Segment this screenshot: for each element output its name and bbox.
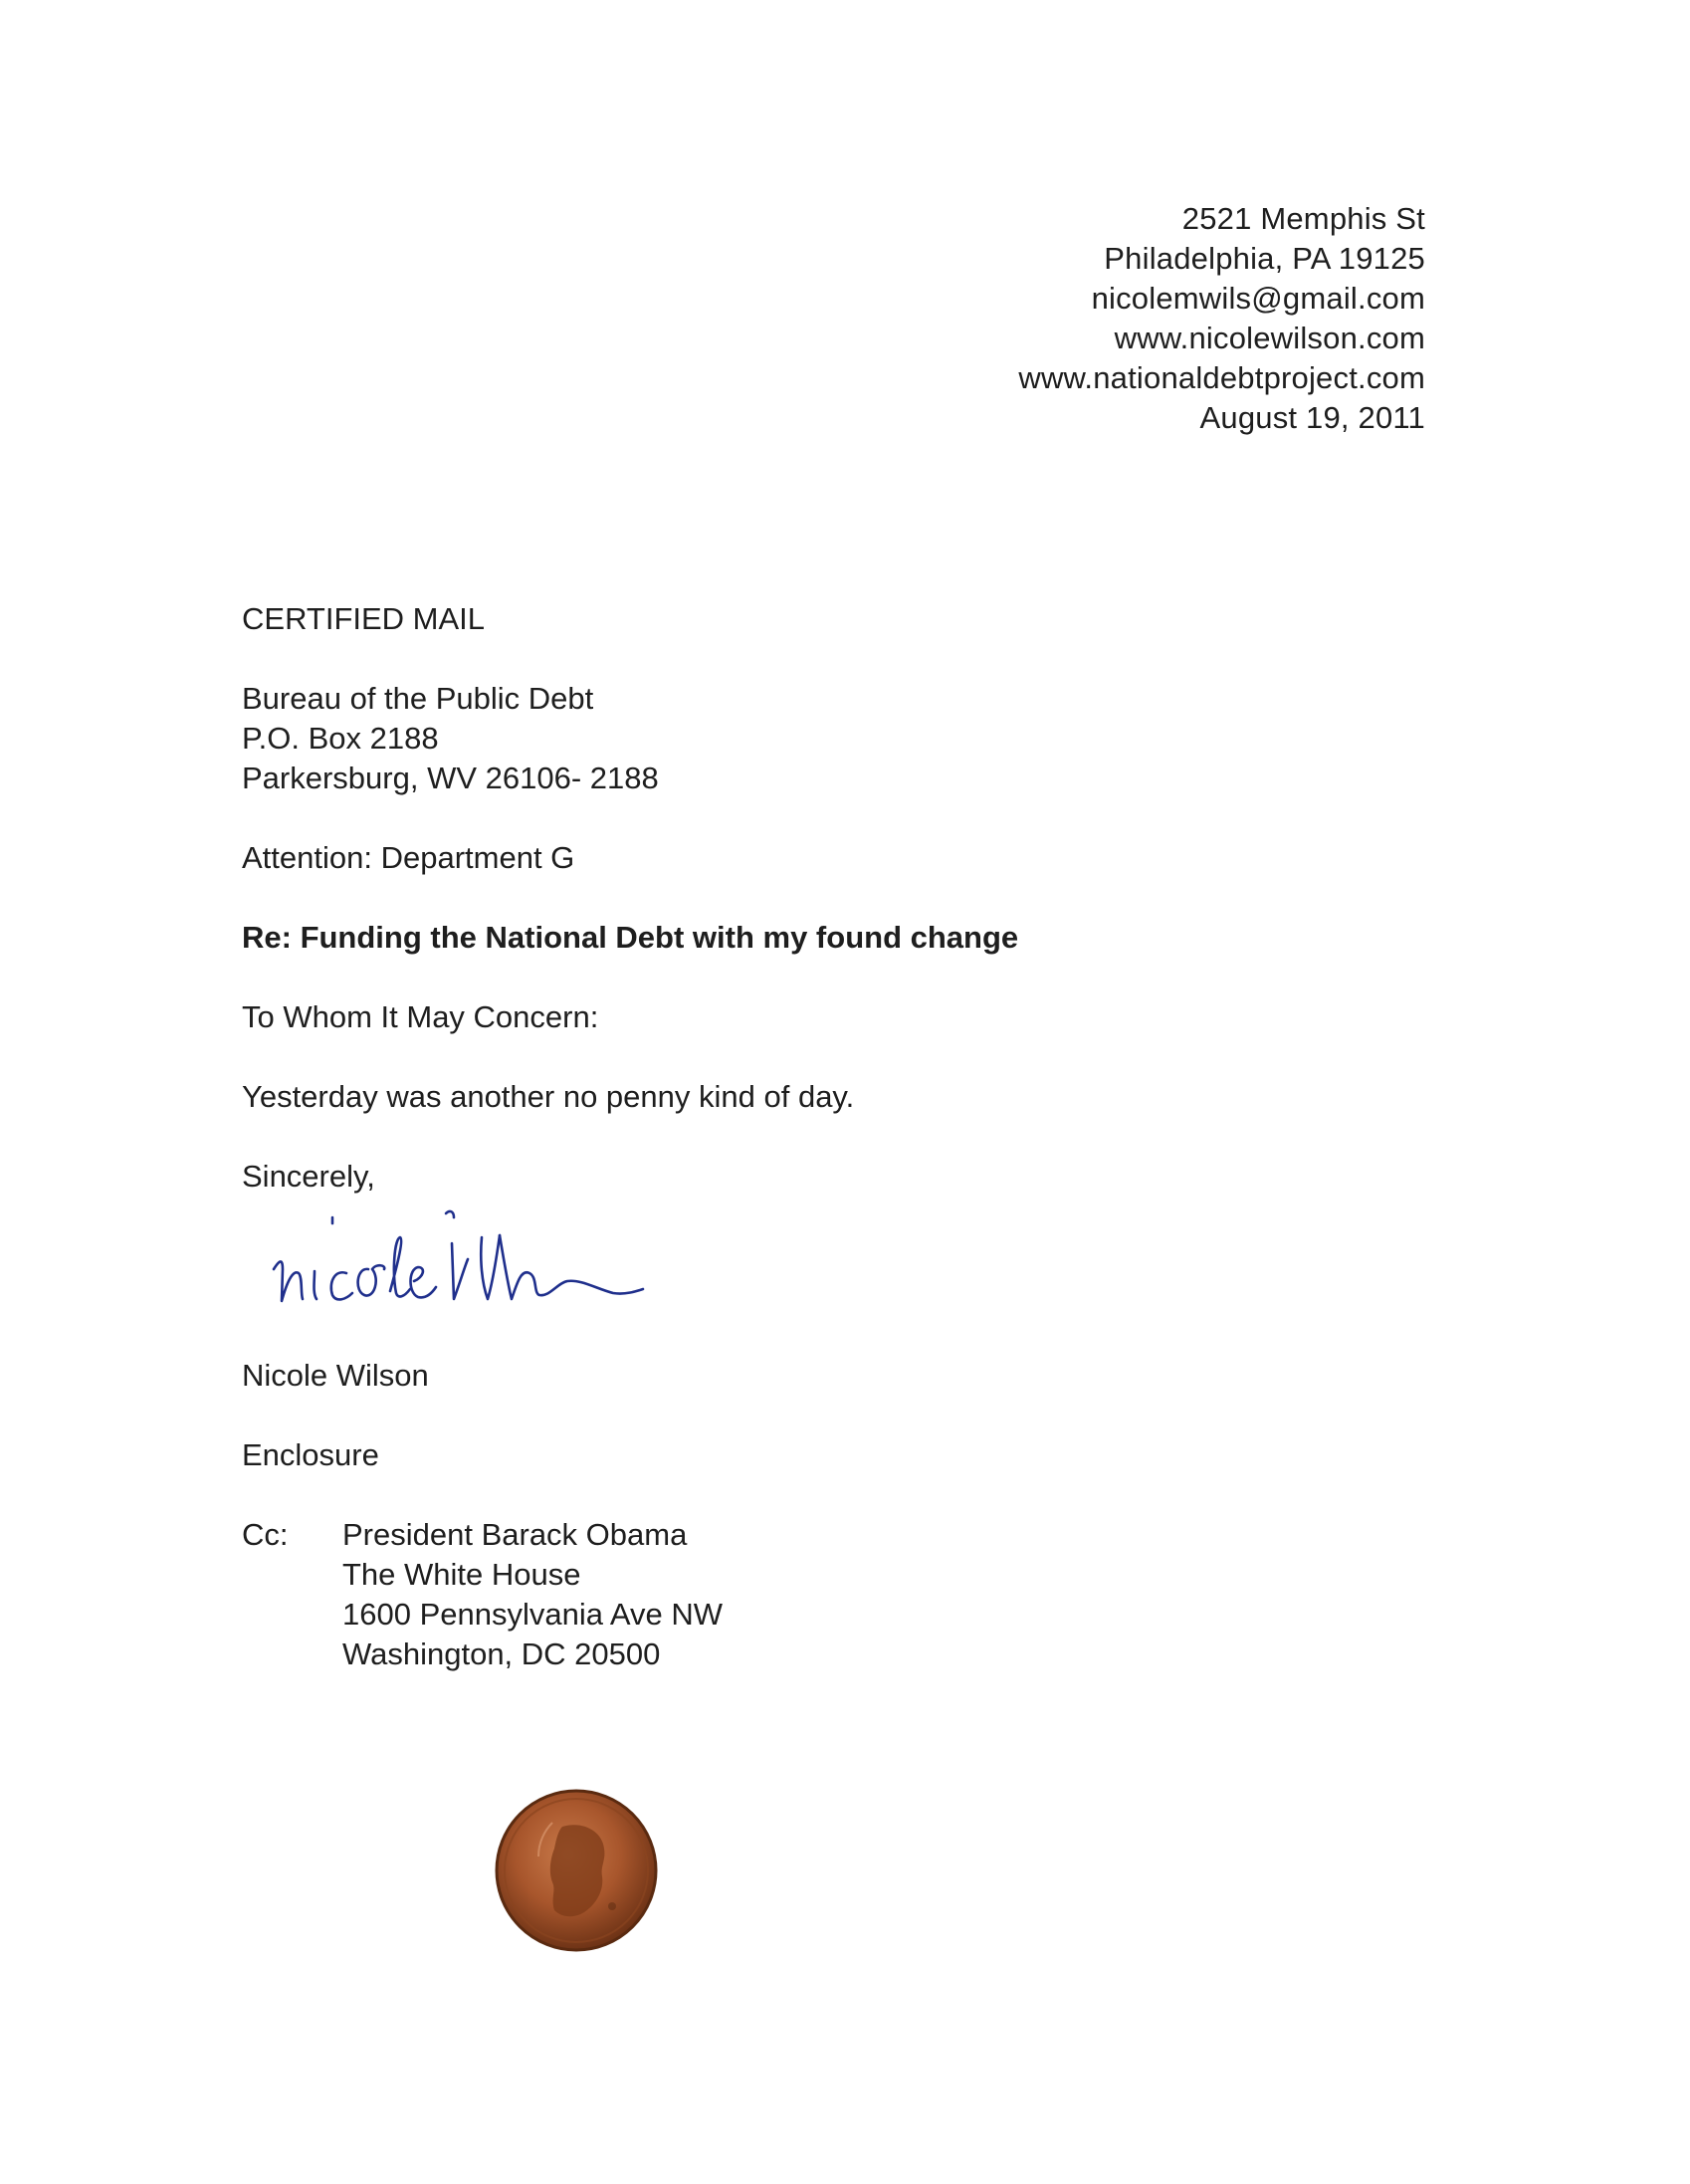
sender-city-state-zip: Philadelphia, PA 19125 — [1104, 241, 1425, 276]
sender-email: nicolemwils@gmail.com — [1091, 281, 1425, 316]
cc-recipient-org: The White House — [342, 1557, 581, 1592]
cc-label: Cc: — [242, 1517, 289, 1552]
salutation: To Whom It May Concern: — [242, 999, 599, 1034]
recipient-city-state-zip: Parkersburg, WV 26106- 2188 — [242, 761, 659, 795]
delivery-method: CERTIFIED MAIL — [242, 601, 486, 636]
penny-coin-icon — [493, 1787, 660, 1954]
signer-name: Nicole Wilson — [242, 1358, 429, 1393]
sender-website-personal: www.nicolewilson.com — [1114, 321, 1425, 355]
recipient-address-block — [242, 679, 659, 798]
sender-website-project: www.nationaldebtproject.com — [1018, 360, 1425, 395]
handwritten-signature-icon — [269, 1200, 766, 1334]
cc-recipient-city-state-zip: Washington, DC 20500 — [342, 1637, 661, 1671]
letter-body: Yesterday was another no penny kind of day. — [242, 1079, 855, 1114]
sender-address-block — [1018, 199, 1425, 438]
closing: Sincerely, — [242, 1159, 375, 1194]
sender-street: 2521 Memphis St — [1181, 201, 1425, 236]
enclosure-note: Enclosure — [242, 1437, 379, 1472]
cc-recipient-street: 1600 Pennsylvania Ave NW — [342, 1597, 723, 1632]
letter-date: August 19, 2011 — [1199, 400, 1425, 435]
recipient-po-box: P.O. Box 2188 — [242, 721, 439, 756]
cc-recipient-name: President Barack Obama — [342, 1517, 688, 1552]
recipient-name: Bureau of the Public Debt — [242, 681, 594, 716]
attention-line: Attention: Department G — [242, 840, 575, 875]
subject-line: Re: Funding the National Debt with my found change — [242, 920, 1019, 955]
cc-address-block — [342, 1515, 723, 1674]
